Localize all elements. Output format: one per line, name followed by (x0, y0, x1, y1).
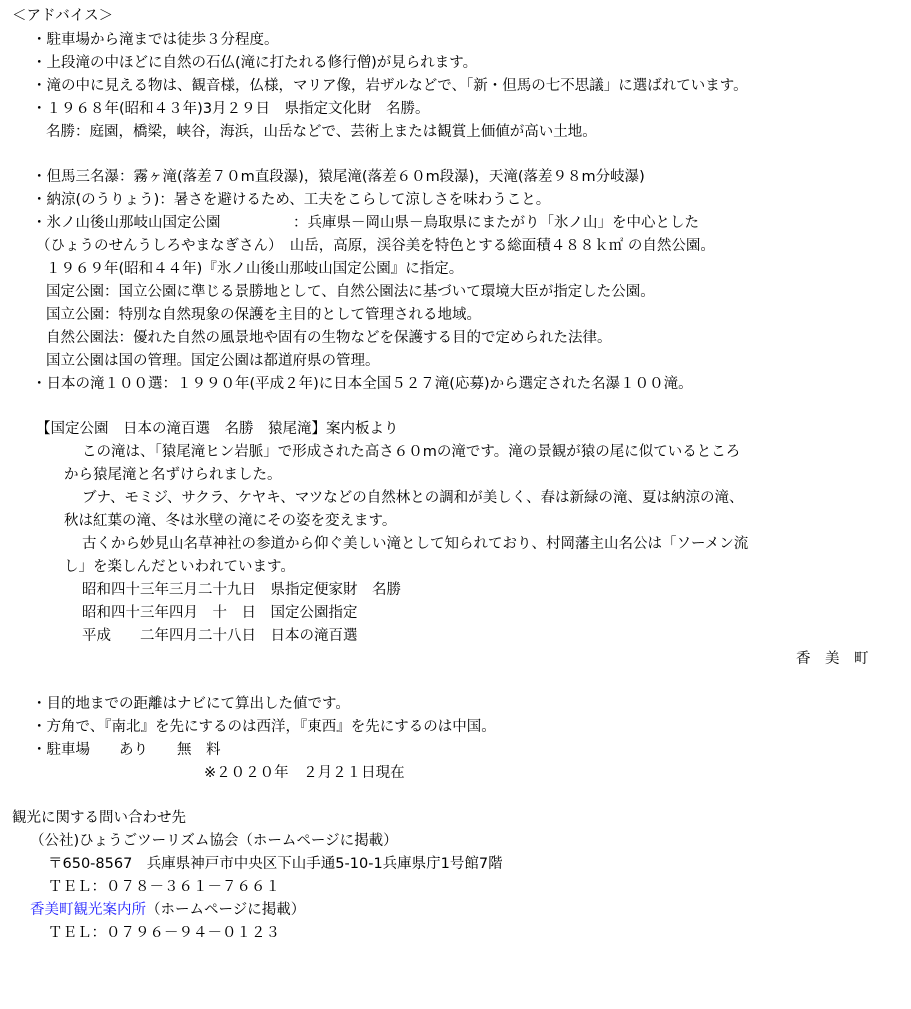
signboard-signature: 香 美 町 (796, 651, 869, 667)
advice-line-national-park: 国立公園：特別な自然現象の保護を主目的として管理される地域。 (46, 307, 481, 323)
note-date: ※２０２０年 ２月２１日現在 (204, 765, 405, 781)
contact-tel2: ＴＥＬ：０７９６－９４－０１２３ (48, 925, 280, 941)
advice-line-three-falls: ・但馬三名瀑：霧ヶ滝(落差７０m直段瀑)，猿尾滝(落差６０m段瀑)，天滝(落差９８m分岐瀑) (32, 169, 645, 185)
advice-line-park-reading: （ひょうのせんうしろやまなぎさん） 山岳，高原，渓谷美を特色とする総面積４８８ｋ㎡ の自然公園。 (36, 238, 715, 254)
signboard-heading: 【国定公園 日本の滝百選 名勝 猿尾滝】案内板より (36, 421, 399, 437)
contact-tel1: ＴＥＬ：０７８－３６１－７６６１ (48, 879, 280, 895)
signboard-line: から猿尾滝と名ずけられました。 (64, 467, 282, 483)
advice-line-parking-walk: ・駐車場から滝までは徒歩３分程度。 (32, 32, 279, 48)
contact-address: 〒650-8567 兵庫県神戸市中央区下山手通5-10-1兵庫県庁1号館7階 (48, 856, 503, 872)
contact-org2-suffix: （ホームページに掲載） (146, 902, 306, 918)
advice-line-top100-falls: ・日本の滝１００選：１９９０年(平成２年)に日本全国５２７滝(応募)から選定された名瀑１００滝。 (32, 376, 693, 392)
contact-org1: （公社)ひょうごツーリズム協会（ホームページに掲載） (30, 833, 398, 849)
contact-org2 (30, 900, 305, 920)
advice-line-seven-wonders: ・滝の中に見える物は、観音様，仏様，マリア像，岩ザルなどで、「新・但馬の七不思議」に選ばれています。 (32, 78, 748, 94)
signboard-line: ブナ、モミジ、サクラ、ケヤキ、マツなどの自然林との調和が美しく、春は新緑の滝、夏は納涼の滝、 (82, 490, 744, 506)
signboard-line: この滝は、「猿尾滝ヒン岩脈」で形成された高さ６０mの滝です。滝の景観が猿の尾に似ているところ (82, 444, 741, 460)
advice-line-park-management: 国立公園は国の管理。国定公園は都道府県の管理。 (46, 353, 380, 369)
signboard-line: 秋は紅葉の滝、冬は氷壁の滝にその姿を変えます。 (64, 513, 397, 529)
advice-line-natural-parks-act: 自然公園法：優れた自然の風景地や固有の生物などを保護する目的で定められた法律。 (46, 330, 612, 346)
advice-line-park-name: ・氷ノ山後山那岐山国定公園 ：兵庫県－岡山県－鳥取県にまたがり「氷ノ山」を中心とした (32, 215, 699, 231)
contact-heading: 観光に関する問い合わせ先 (12, 810, 186, 826)
advice-line-noryo: ・納涼(のうりょう)：暑さを避けるため、工夫をこらして涼しさを味わうこと。 (32, 192, 551, 208)
note-line-direction: ・方角で、『南北』を先にするのは西洋，『東西』を先にするのは中国。 (32, 719, 496, 735)
advice-line-meisho-definition: 名勝：庭園，橋梁，峡谷，海浜，山岳などで、芸術上または観賞上価値が高い土地。 (46, 124, 597, 140)
advice-heading: ＜アドバイス＞ (12, 8, 114, 24)
signboard-line: 古くから妙見山名草神社の参道から仰ぐ美しい滝として知られており、村岡藩主山名公は「ソーメン流 (82, 536, 749, 552)
note-line-parking: ・駐車場 あり 無 料 (32, 742, 221, 758)
signboard-line: し」を楽しんだといわれています。 (64, 559, 295, 575)
advice-line-stone-buddha: ・上段滝の中ほどに自然の石仏(滝に打たれる修行僧)が見られます。 (32, 55, 478, 71)
advice-line-cultural-property: ・１９６８年(昭和４３年)3月２９日 県指定文化財 名勝。 (32, 101, 430, 117)
kami-tourist-info-link[interactable]: 香美町観光案内所 (30, 902, 146, 918)
advice-line-park-designation: １９６９年(昭和４４年)『氷ノ山後山那岐山国定公園』に指定。 (46, 261, 464, 277)
note-line-distance: ・目的地までの距離はナビにて算出した値です。 (32, 696, 350, 712)
signboard-date-line: 昭和四十三年三月二十九日 県指定便家財 名勝 (82, 582, 401, 598)
signboard-date-line: 昭和四十三年四月 十 日 国定公園指定 (82, 605, 358, 621)
signboard-date-line: 平成 二年四月二十八日 日本の滝百選 (82, 628, 358, 644)
advice-line-quasi-national-park: 国定公園：国立公園に準じる景勝地として、自然公園法に基づいて環境大臣が指定した公園。 (46, 284, 655, 300)
